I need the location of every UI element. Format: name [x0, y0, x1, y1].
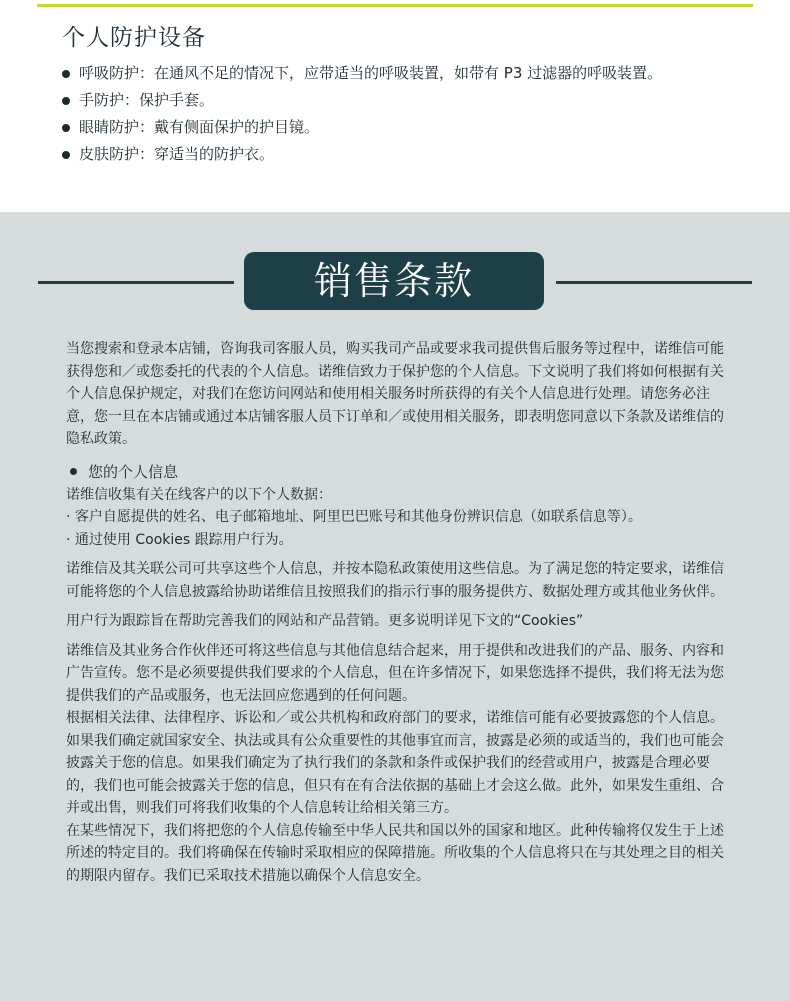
intro-paragraph: 当您搜索和登录本店铺，咨询我司客服人员，购买我司产品或要求我司提供售后服务等过程中，诺维信可能获得您和／或您委托的代表的个人信息。诺维信致力于保护您的个人信息。下文说明了我们将如何根据有关个人信息保护规定，对我们在您访问网站和使用相关服务时所获得的有关个人信息进行处理。请您务必注意，您一旦在本店铺或通过本店铺客服人员下订单和／或使用相关服务，即表明您同意以下条款及诺维信的隐私政策。	[66, 341, 724, 447]
ppe-section	[0, 0, 790, 212]
bullet-dot-icon	[62, 151, 70, 159]
combination-paragraph: 诺维信及其业务合作伙伴还可将这些信息与其他信息结合起来，用于提供和改进我们的产品、服务、内容和广告宣传。您不是必须要提供我们要求的个人信息，但在许多情况下，如果您选择不提供，我们将无法为您提供我们的产品或服务，也无法回应您遇到的任何问题。	[66, 642, 724, 704]
disclosure-paragraph: 根据相关法律、法律程序、诉讼和／或公共机构和政府部门的要求，诺维信可能有必要披露您的个人信息。如果我们确定就国家安全、执法或具有公众重要性的其他事宜而言，披露是必须的或适当的，我们也可能会披露关于您的信息。如果我们确定为了执行我们的条款和条件或保护我们的经营或用户，披露是合理必要的，我们也可能会披露关于您的信息，但只有在有合法依据的基础上才会这么做。此外，如果发生重组、合并或出售，则我们可将我们收集的个人信息转让给相关第三方。	[66, 710, 724, 816]
personal-info-heading	[66, 460, 731, 484]
title-rule-right	[556, 281, 752, 284]
sharing-paragraph: 诺维信及其关联公司可共享这些个人信息，并按本隐私政策使用这些信息。为了满足您的特定要求，诺维信可能将您的个人信息披露给协助诺维信且按照我们的指示行事的服务提供方、数据处理方或其他业务伙伴。	[66, 561, 724, 600]
ppe-item-text: 眼睛防护：戴有侧面保护的护目镜。	[79, 118, 320, 136]
bullet-dot-icon	[70, 468, 77, 475]
tracking-paragraph: 用户行为跟踪旨在帮助完善我们的网站和产品营销。更多说明详见下文的“Cookies”	[66, 613, 584, 629]
ppe-title: 个人防护设备	[62, 25, 206, 51]
title-rule-left	[38, 281, 234, 284]
top-accent-bar	[37, 4, 753, 7]
bullet-dot-icon	[62, 70, 70, 78]
transfer-paragraph: 在某些情况下，我们将把您的个人信息传输至中华人民共和国以外的国家和地区。此种传输将仅发生于上述所述的特定目的。我们将确保在传输时采取相应的保障措施。所收集的个人信息将只在与其处理之目的相关的期限内留存。我们已采取技术措施以确保个人信息安全。	[66, 822, 724, 884]
collect-item: · 通过使用 Cookies 跟踪用户行为。	[66, 531, 293, 548]
ppe-item-text: 手防护：保护手套。	[79, 91, 215, 109]
bullet-dot-icon	[62, 97, 70, 105]
ppe-item-eye	[62, 114, 662, 141]
ppe-item-skin	[62, 141, 662, 168]
ppe-item-text: 皮肤防护：穿适当的防护衣。	[79, 145, 275, 163]
ppe-item-hand	[62, 87, 662, 114]
sales-terms-title-box	[244, 252, 544, 310]
collect-intro: 诺维信收集有关在线客户的以下个人数据：	[66, 486, 332, 503]
collect-item: · 客户自愿提供的姓名、电子邮箱地址、阿里巴巴账号和其他身份辨识信息（如联系信息等）。	[66, 509, 642, 525]
ppe-item-text: 呼吸防护：在通风不足的情况下，应带适当的呼吸装置，如带有 P3 过滤器的呼吸装置。	[79, 64, 663, 82]
personal-info-heading-text: 您的个人信息	[88, 462, 179, 481]
ppe-item-respiratory	[62, 60, 662, 87]
sales-terms-title: 销售条款	[313, 259, 474, 303]
sales-terms-body	[66, 338, 731, 887]
bullet-dot-icon	[62, 124, 70, 132]
ppe-list	[62, 60, 662, 168]
